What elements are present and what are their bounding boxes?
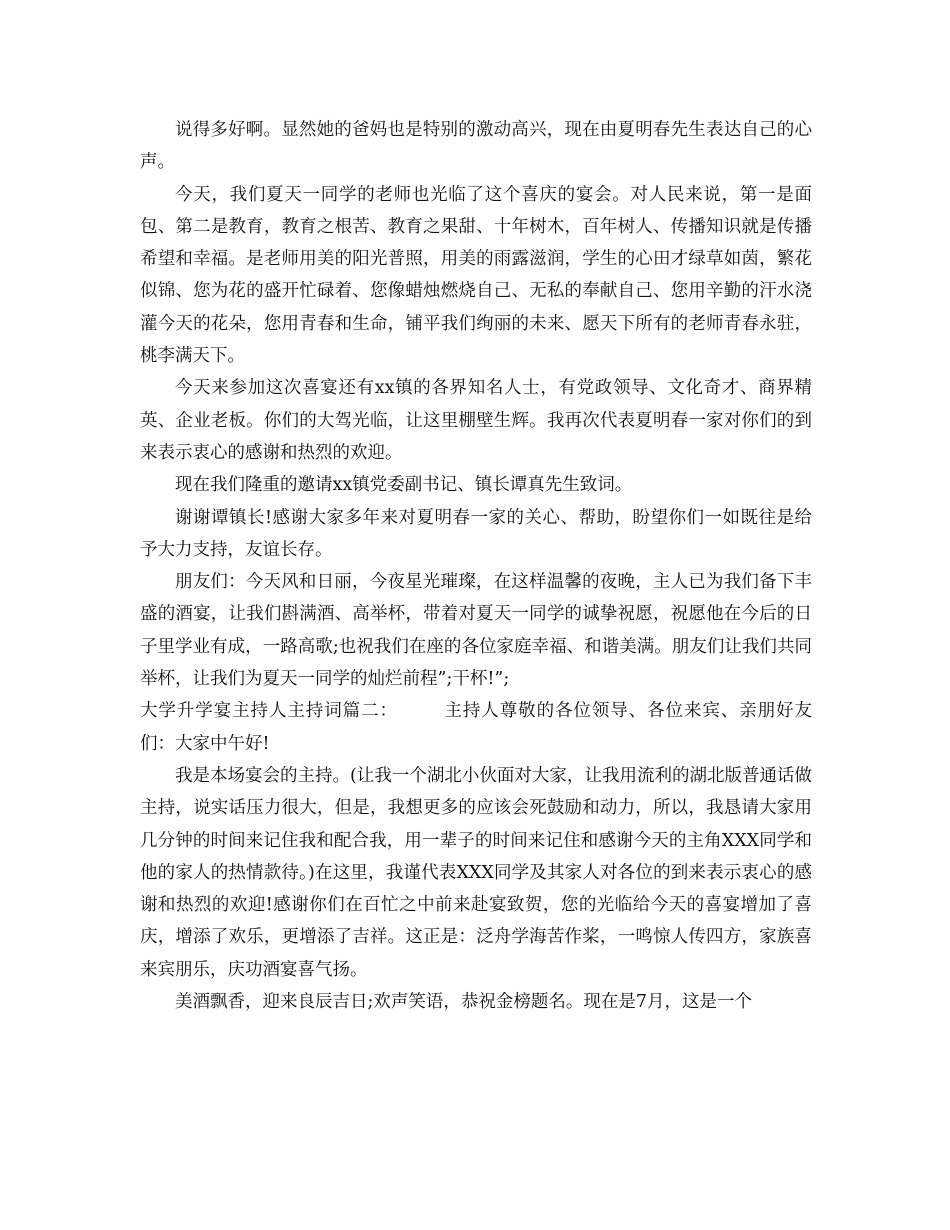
document-body [140, 114, 812, 1018]
paragraph: 我是本场宴会的主持。(让我一个湖北小伙面对大家，让我用流利的湖北版普通话做主持，说实话压力很大，但是，我想更多的应该会死鼓励和动力，所以，我恳请大家用几分钟的时间来记住我和配合我，用一辈子的时间来记住和感谢今天的主角XXX同学和他的家人的热情款待。)在这里，我谨代表XXX同学及其家人对各位的到来表示衷心的感谢和热烈的欢迎!感谢你们在百忙之中前来赴宴致贺，您的光临给今天的喜宴增加了喜庆，增添了欢乐，更增添了吉祥。这正是：泛舟学海苦作桨，一鸣惊人传四方，家族喜来宾朋乐，庆功酒宴喜气扬。 [140, 765, 812, 980]
section-heading-paragraph: 大学升学宴主持人主持词篇二： 主持人尊敬的各位领导、各位来宾、亲朋好友们：大家中午好! [140, 701, 812, 754]
paragraph: 今天来参加这次喜宴还有xx镇的各界知名人士，有党政领导、文化奇才、商界精英、企业老板。你们的大驾光临，让这里棚壁生辉。我再次代表夏明春一家对你们的到来表示衷心的感谢和热烈的欢迎。 [140, 378, 812, 463]
paragraph: 美酒飘香，迎来良辰吉日;欢声笑语，恭祝金榜题名。现在是7月，这是一个 [175, 992, 753, 1013]
paragraph: 谢谢谭镇长!感谢大家多年来对夏明春一家的关心、帮助，盼望你们一如既往是给予大力支持，友谊长存。 [140, 507, 812, 560]
paragraph: 现在我们隆重的邀请xx镇党委副书记、镇长谭真先生致词。 [175, 475, 633, 496]
paragraph: 今天，我们夏天一同学的老师也光临了这个喜庆的宴会。对人民来说，第一是面包、第二是教育，教育之根苦、教育之果甜、十年树木，百年树人、传播知识就是传播希望和幸福。是老师用美的阳光普照，用美的雨露滋润，学生的心田才绿草如茵，繁花似锦、您为花的盛开忙碌着、您像蜡烛燃烧自己、无私的奉献自己、您用辛勤的汗水浇灌今天的花朵，您用青春和生命，铺平我们绚丽的未来、愿天下所有的老师青春永驻，桃李满天下。 [140, 184, 812, 367]
paragraph: 说得多好啊。显然她的爸妈也是特别的激动高兴，现在由夏明春先生表达自己的心声。 [140, 120, 812, 173]
paragraph: 朋友们：今天风和日丽，今夜星光璀璨，在这样温馨的夜晚，主人已为我们备下丰盛的酒宴，让我们斟满酒、高举杯，带着对夏天一同学的诚挚祝愿，祝愿他在今后的日子里学业有成，一路高歌;也祝我们在座的各位家庭幸福、和谐美满。朋友们让我们共同举杯，让我们为夏天一同学的灿烂前程”;干杯!”; [140, 572, 812, 690]
